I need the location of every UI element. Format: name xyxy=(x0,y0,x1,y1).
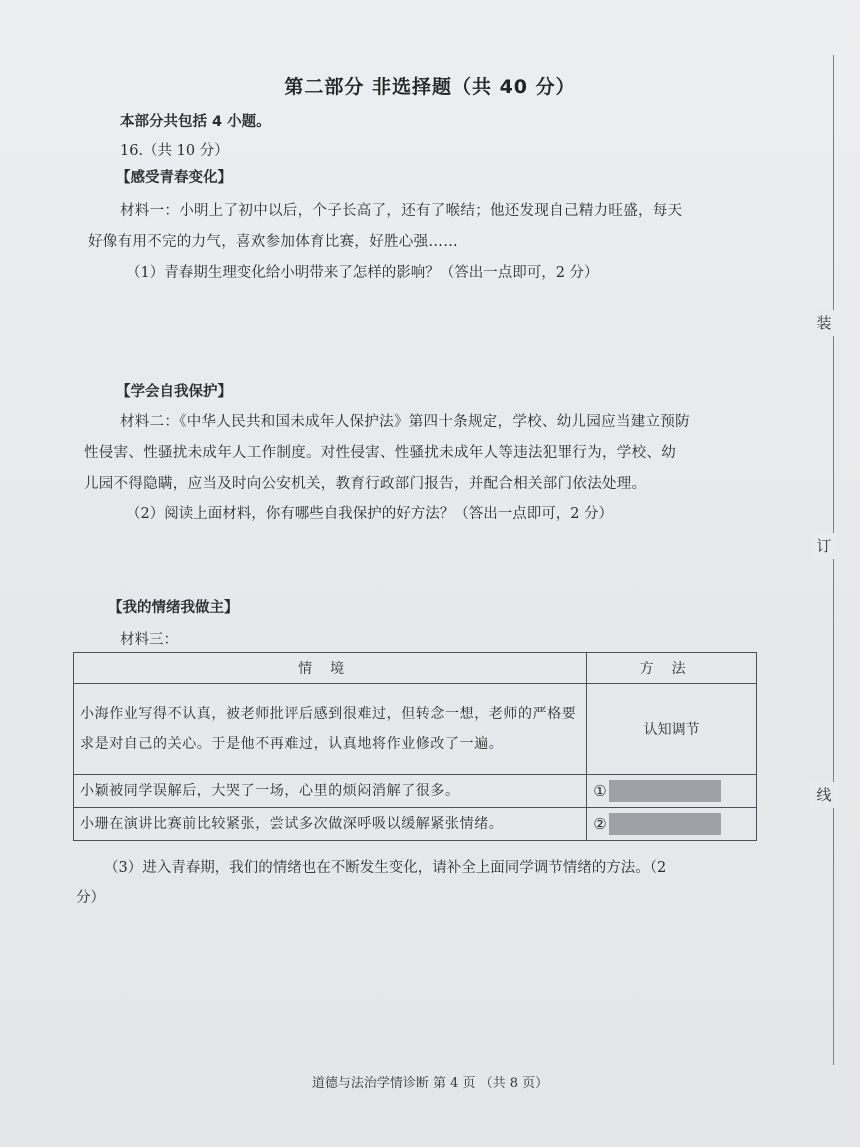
binding-line xyxy=(833,55,834,1065)
page-footer: 道德与法治学情诊断 第 4 页 （共 8 页） xyxy=(311,1076,549,1091)
question-1: （1）青春期生理变化给小明带来了怎样的影响？（答出一点即可，2 分） xyxy=(126,265,599,281)
material-three-table xyxy=(73,652,757,841)
answer-blank-1 xyxy=(609,780,721,802)
material-two-line1: 材料二：《中华人民共和国未成年人保护法》第四十条规定，学校、幼儿园应当建立预防 xyxy=(120,414,690,430)
header-situation: 情境 xyxy=(74,653,587,684)
situation-cell: 小颖被同学误解后，大哭了一场，心里的烦闷消解了很多。 xyxy=(74,775,587,808)
method-cell: 认知调节 xyxy=(587,684,757,775)
table-row xyxy=(74,808,757,841)
material-two-line3: 儿园不得隐瞒，应当及时向公安机关，教育行政部门报告，并配合相关部门依法处理。 xyxy=(84,476,647,492)
page-title: 第二部分 非选择题（共 40 分） xyxy=(284,76,576,98)
situation-cell: 小珊在演讲比赛前比较紧张，尝试多次做深呼吸以缓解紧张情绪。 xyxy=(74,808,587,841)
gutter-char-zhuang: 装 xyxy=(811,310,837,336)
heading-self-protection: 【学会自我保护】 xyxy=(116,384,232,400)
question-3-line1: （3）进入青春期，我们的情绪也在不断发生变化，请补全上面同学调节情绪的方法。（2 xyxy=(104,860,667,876)
header-method: 方法 xyxy=(587,653,757,684)
answer-cell-2 xyxy=(587,808,757,841)
answer-cell-1 xyxy=(587,775,757,808)
gutter-char-ding: 订 xyxy=(811,533,837,559)
question-2: （2）阅读上面材料，你有哪些自我保护的好方法？（答出一点即可，2 分） xyxy=(126,506,614,522)
material-two-line2: 性侵害、性骚扰未成年人工作制度。对性侵害、性骚扰未成年人等违法犯罪行为，学校、幼 xyxy=(84,445,676,461)
table-row xyxy=(74,775,757,808)
table-row xyxy=(74,684,757,775)
material-three-label: 材料三： xyxy=(120,632,178,648)
circled-two-marker: ② xyxy=(593,815,607,833)
gutter-char-xian: 线 xyxy=(811,782,837,808)
heading-emotion-control: 【我的情绪我做主】 xyxy=(108,600,239,616)
heading-youth-changes: 【感受青春变化】 xyxy=(116,170,232,186)
circled-one-marker: ① xyxy=(593,782,607,800)
situation-cell: 小海作业写得不认真，被老师批评后感到很难过，但转念一想，老师的严格要求是对自己的关心。于是他不再难过，认真地将作业修改了一遍。 xyxy=(74,684,587,775)
table-header-row xyxy=(74,653,757,684)
answer-blank-2 xyxy=(609,813,721,835)
material-one-line1: 材料一：小明上了初中以后，个子长高了，还有了喉结；他还发现自己精力旺盛，每天 xyxy=(120,203,683,219)
question-number: 16.（共 10 分） xyxy=(120,143,229,159)
question-3-line2: 分） xyxy=(76,890,105,906)
section-intro: 本部分共包括 4 小题。 xyxy=(120,114,271,130)
material-one-line2: 好像有用不完的力气，喜欢参加体育比赛，好胜心强…… xyxy=(88,234,458,250)
